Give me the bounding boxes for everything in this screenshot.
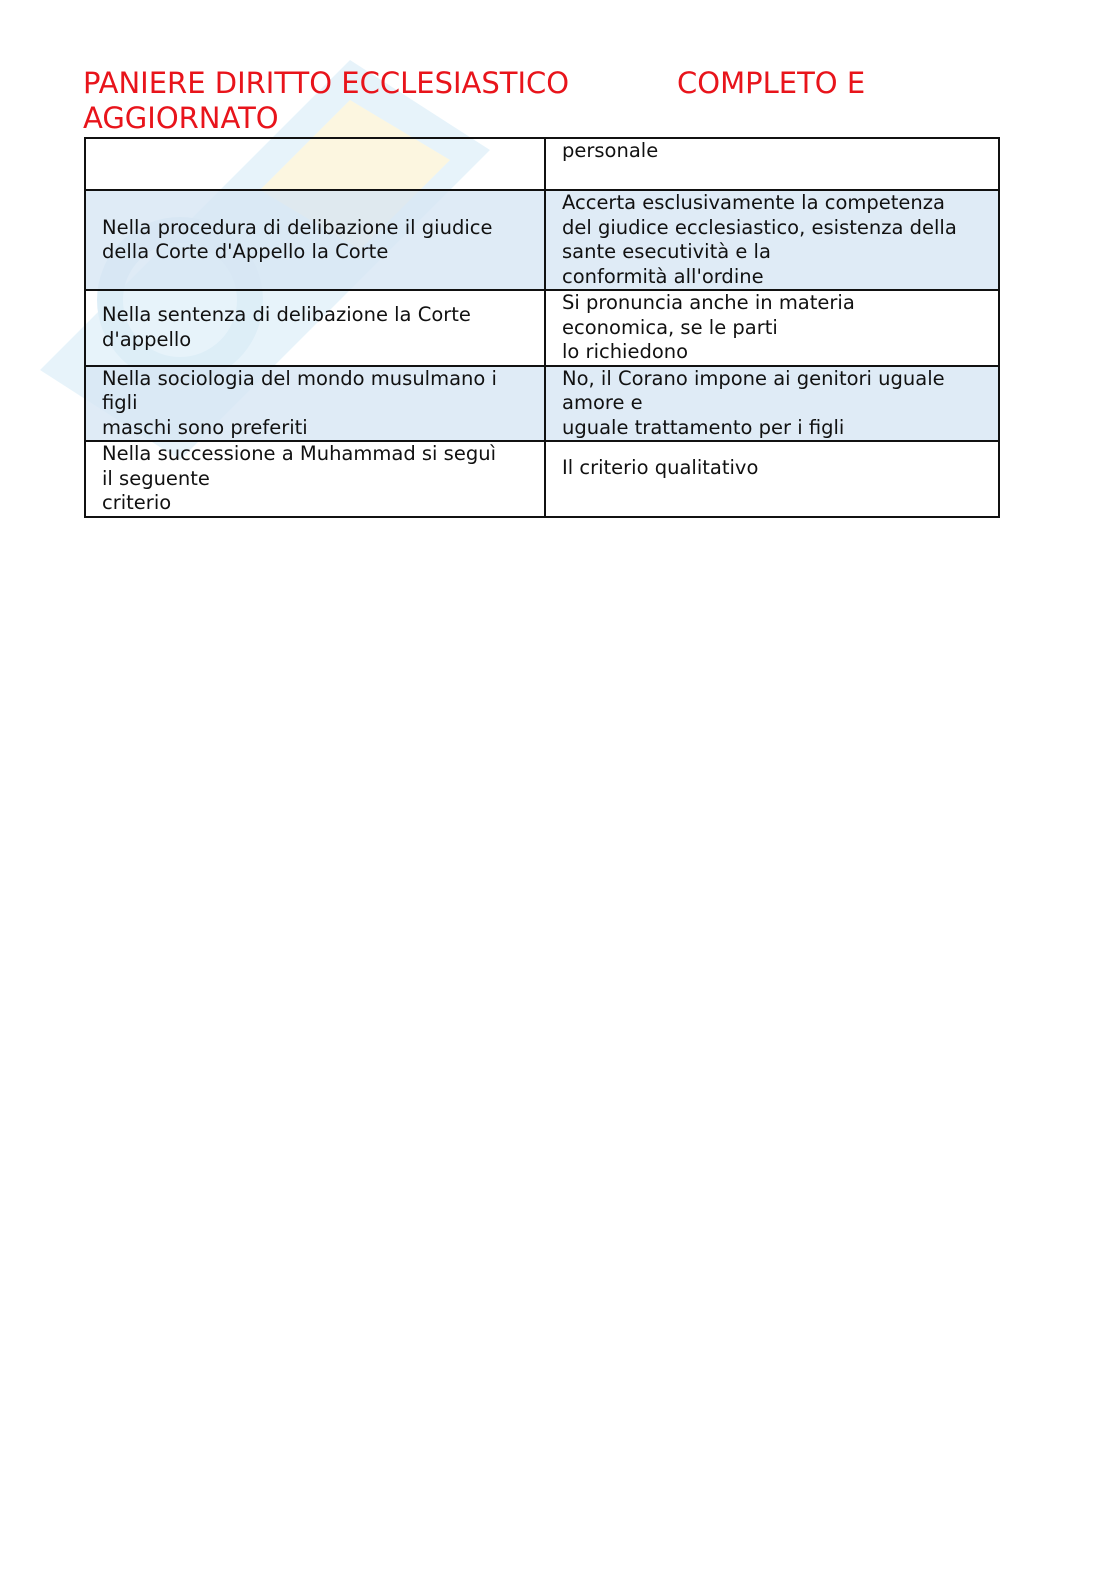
question-cell: Nella sociologia del mondo musulmano i figli maschi sono preferiti — [85, 366, 545, 442]
answer-cell: personale — [545, 138, 999, 190]
answer-cell: Si pronuncia anche in materia economica, se le parti lo richiedono — [545, 290, 999, 366]
answer-cell: No, il Corano impone ai genitori uguale amore e uguale trattamento per i figli — [545, 366, 999, 442]
answer-cell: Accerta esclusivamente la competenza del giudice ecclesiastico, esistenza della sante esecutività e la conformità all'ordine — [545, 190, 999, 290]
table-row — [85, 138, 999, 190]
table-row — [85, 190, 999, 290]
question-cell: Nella sentenza di delibazione la Corte d'appello — [85, 290, 545, 366]
question-cell — [85, 138, 545, 190]
table-row — [85, 441, 999, 517]
document-title — [83, 66, 983, 136]
table-row — [85, 366, 999, 442]
title-part-2: COMPLETO E — [677, 66, 866, 100]
qa-table — [84, 137, 1000, 518]
title-part-3: AGGIORNATO — [83, 101, 279, 135]
title-part-1: PANIERE DIRITTO ECCLESIASTICO — [83, 66, 570, 100]
question-cell: Nella successione a Muhammad si seguì il seguente criterio — [85, 441, 545, 517]
question-cell: Nella procedura di delibazione il giudice della Corte d'Appello la Corte — [85, 190, 545, 290]
table-row — [85, 290, 999, 366]
answer-cell: Il criterio qualitativo — [545, 441, 999, 517]
